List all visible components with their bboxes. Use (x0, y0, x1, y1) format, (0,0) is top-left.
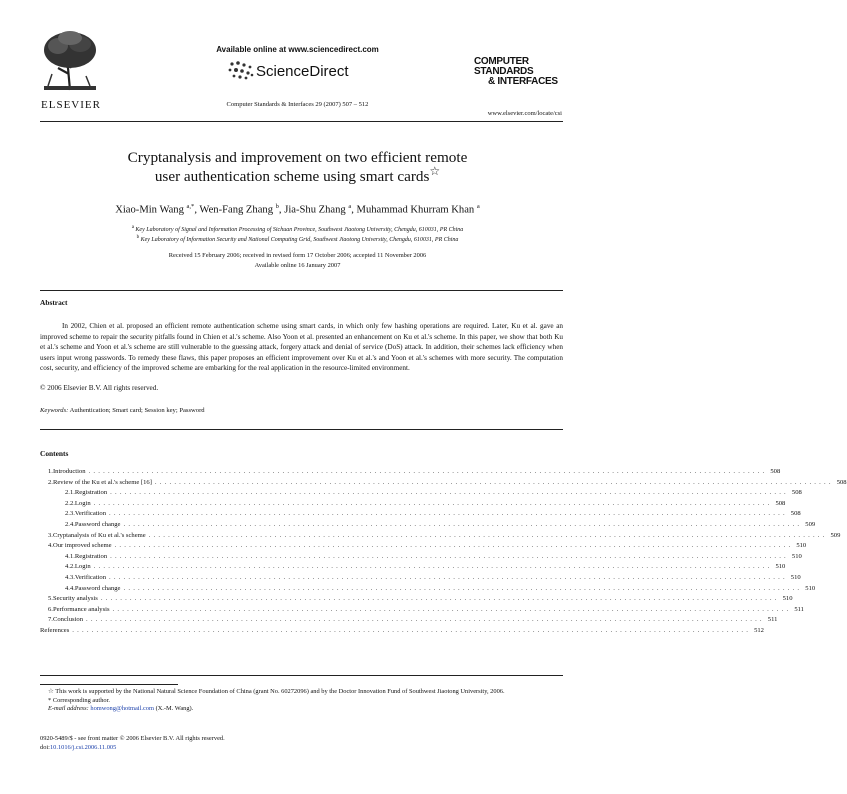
toc-number: 4. (48, 542, 53, 550)
toc-number: 2. (48, 478, 53, 486)
toc-title[interactable]: Password change (74, 584, 121, 592)
toc-leader-dots: ............................................................................................................................................ (93, 563, 773, 571)
author-separator: , (278, 204, 285, 216)
author-separator: , (351, 204, 357, 216)
email-label: E-mail address: (48, 705, 89, 713)
affiliation-text: Key Laboratory of Information Security and National Computing Grid, Southwest Jiaotong University, Chengdu, 610031, PR China (140, 237, 459, 243)
sciencedirect-brand: ScienceDirect (256, 63, 349, 80)
toc-entry[interactable] (40, 552, 802, 564)
toc-title[interactable]: Security analysis (52, 595, 98, 603)
toc-leader-dots: ............................................................................................................................................ (148, 531, 828, 539)
toc-page-number: 508 (775, 499, 786, 507)
author-affiliation-sup[interactable]: a (476, 203, 480, 210)
author-separator: , (194, 204, 200, 216)
toc-entry[interactable] (40, 595, 793, 606)
keywords (40, 407, 205, 414)
toc-number: 3. (48, 531, 53, 539)
contents-bottom-rule (40, 675, 563, 676)
bottom-info (40, 735, 225, 752)
affiliation-a (0, 225, 595, 233)
author-affiliation-sup[interactable]: b (275, 203, 279, 210)
sciencedirect-dots-icon (222, 58, 258, 82)
toc-number: 4.2. (65, 563, 75, 571)
toc-leader-dots: ............................................................................................................................................ (100, 595, 780, 603)
author-name: Wen-Fang Zhang (199, 204, 273, 216)
abstract-heading: Abstract (40, 298, 68, 307)
toc-leader-dots: ............................................................................................................................................ (112, 605, 792, 613)
corresponding-text: Corresponding author. (52, 696, 110, 704)
toc-leader-dots: ............................................................................................................................................ (154, 478, 834, 486)
toc-entry[interactable] (40, 573, 801, 585)
funding-footnote (40, 688, 563, 697)
toc-entry[interactable] (40, 542, 807, 553)
toc-entry[interactable] (40, 520, 816, 532)
keywords-label: Keywords: (40, 407, 69, 414)
toc-entry[interactable] (40, 489, 802, 500)
toc-title[interactable]: Conclusion (52, 616, 83, 624)
toc-number: 4.4. (65, 584, 75, 592)
toc-leader-dots: ............................................................................................................................................ (110, 489, 789, 497)
toc-title[interactable]: Password change (74, 520, 121, 528)
toc-page-number: 512 (754, 626, 764, 634)
corresponding-footnote (40, 697, 563, 706)
toc-title[interactable]: Our improved scheme (52, 542, 112, 550)
toc-page-number: 510 (782, 595, 793, 603)
toc-page-number: 511 (767, 616, 778, 624)
footnote-asterisk: * (48, 696, 52, 704)
available-online-date: Available online 16 January 2007 (254, 262, 341, 269)
toc-number: 2.4. (65, 520, 75, 528)
toc-number: 7. (48, 616, 53, 624)
toc-entry[interactable] (40, 531, 841, 543)
journal-logo-line2: & INTERFACES (488, 76, 558, 87)
toc-title[interactable]: Review of the Ku et al.'s scheme [16] (52, 478, 152, 486)
copyright-notice: © 2006 Elsevier B.V. All rights reserved. (40, 384, 159, 392)
footnote-rule (40, 684, 178, 685)
toc-leader-dots: ............................................................................................................................................ (110, 552, 789, 560)
author-affiliation-sup[interactable]: a (348, 203, 352, 210)
keywords-list: Authentication; Smart card; Session key; Password (69, 407, 205, 414)
footnote-star: ☆ (48, 688, 54, 695)
journal-website[interactable]: www.elsevier.com/locate/csi (487, 110, 562, 117)
header-rule (40, 121, 563, 122)
toc-number: 2.1. (65, 489, 75, 497)
email-link[interactable]: homwong@hotmail.com (90, 705, 154, 713)
toc-leader-dots: ............................................................................................................................................ (86, 616, 765, 624)
contents-heading: Contents (40, 449, 69, 458)
title-line-1: Cryptanalysis and improvement on two efficient remote (127, 149, 468, 166)
abstract-top-rule (40, 290, 563, 291)
email-suffix: (X.-M. Wang). (155, 705, 194, 713)
toc-title[interactable]: Login (74, 563, 91, 571)
author-list (0, 203, 595, 216)
affiliation-b (0, 235, 595, 243)
toc-page-number: 509 (805, 520, 816, 528)
toc-entry[interactable] (40, 616, 778, 627)
author-name: Jia-Shu Zhang (284, 204, 346, 216)
toc-entry[interactable] (40, 626, 764, 638)
toc-entry[interactable] (40, 510, 801, 521)
title-line-2-text: user authentication scheme using smart cards (154, 168, 430, 185)
toc-leader-dots: ............................................................................................................................................ (109, 573, 788, 581)
toc-page-number: 510 (790, 573, 801, 581)
author-name: Xiao-Min Wang (115, 204, 184, 216)
received-dates: Received 15 February 2006; received in revised form 17 October 2006; accepted 11 November 2006 (168, 252, 427, 259)
toc-leader-dots: ............................................................................................................................................ (93, 499, 773, 507)
toc-entry[interactable] (40, 584, 816, 596)
toc-leader-dots: ............................................................................................................................................ (109, 510, 788, 518)
toc-leader-dots: ............................................................................................................................................ (72, 626, 752, 634)
toc-page-number: 510 (805, 584, 816, 592)
toc-page-number: 510 (775, 563, 786, 571)
contents-top-rule (40, 429, 563, 430)
toc-entry[interactable] (40, 478, 847, 490)
toc-number: 2.3. (65, 510, 75, 518)
toc-entry[interactable] (40, 605, 804, 617)
toc-title[interactable]: References (40, 626, 70, 634)
toc-number: 6. (48, 605, 53, 613)
toc-page-number: 508 (791, 489, 802, 497)
toc-page-number: 510 (791, 552, 802, 560)
author-name: Muhammad Khurram Khan (356, 204, 475, 216)
toc-entry[interactable] (40, 468, 781, 479)
affiliation-sup: a (131, 225, 134, 230)
toc-number: 1. (48, 468, 53, 475)
toc-title[interactable]: Introduction (52, 468, 86, 475)
toc-page-number: 508 (790, 510, 801, 518)
toc-title[interactable]: Registration (74, 489, 108, 497)
toc-leader-dots: ............................................................................................................................................ (123, 584, 803, 592)
doi-label: doi: (40, 743, 50, 751)
toc-title[interactable]: Verification (74, 573, 107, 581)
abstract-text: In 2002, Chien et al. proposed an efficient remote authentication scheme using smart cards, in which only few hashing operations are required. Later, Ku et al. gave an improved scheme to repair the security pitfalls found in Chien et al.'s scheme. Also Yoon et al. presented an enhancement on Ku et al.'s scheme. In this paper, we show that both Ku et al.'s scheme and Yoon et al.'s scheme are still vulnerable to the guessing attack, forgery attack and denial of service (DoS) attack. In addition, their schemes lack efficiency when users input wrong passwords. To remedy these flaws, this paper proposes an efficient improvement over Ku et al.'s and Yoon et al.'s schemes with more security. The computation cost, security, and efficiency of the improved scheme are embarking for the real application in the resource-limited environment. (40, 322, 563, 373)
funding-text: This work is supported by the National Natural Science Foundation of China (grant No. 60272096) and by the Doctor Innovation Fund of Southwest Jiaotong University, 2006. (55, 688, 505, 695)
email-footnote (40, 705, 563, 714)
toc-number: 4.3. (65, 573, 75, 581)
toc-page-number: 508 (836, 478, 847, 486)
toc-number: 2.2. (65, 499, 75, 507)
affiliation-sup: b (136, 235, 140, 240)
toc-title[interactable]: Login (74, 499, 91, 507)
journal-reference: Computer Standards & Interfaces 29 (2007) 507 – 512 (226, 101, 369, 108)
doi-link[interactable]: 10.1016/j.csi.2006.11.005 (49, 743, 117, 751)
footnotes (40, 688, 563, 714)
toc-entry[interactable] (40, 499, 786, 511)
journal-logo-line1: COMPUTER STANDARDS (474, 56, 534, 77)
elsevier-logo (40, 28, 102, 111)
title-footnote-star[interactable]: ☆ (429, 163, 441, 178)
toc-page-number: 508 (770, 468, 781, 475)
toc-page-number: 510 (796, 542, 807, 550)
toc-number: 4.1. (65, 552, 75, 560)
issn-line: 0920-5489/$ - see front matter © 2006 Elsevier B.V. All rights reserved. (40, 735, 225, 742)
available-online-text: Available online at www.sciencedirect.com (216, 45, 379, 54)
toc-leader-dots: ............................................................................................................................................ (114, 542, 794, 550)
publisher-name: ELSEVIER (41, 99, 101, 111)
toc-leader-dots: ............................................................................................................................................ (123, 520, 803, 528)
doi-line (40, 744, 225, 753)
sciencedirect-logo (222, 58, 392, 84)
toc-title[interactable]: Verification (74, 510, 107, 518)
affiliation-text: Key Laboratory of Signal and Information Processing of Sichuan Province, Southwest Jiaotong University, Chengdu, 610031, PR China (135, 227, 464, 233)
toc-title[interactable]: Cryptanalysis of Ku et al.'s scheme (52, 531, 146, 539)
toc-leader-dots: ............................................................................................................................................ (88, 468, 768, 475)
table-of-contents (40, 468, 847, 638)
toc-title[interactable]: Performance analysis (52, 605, 110, 613)
toc-entry[interactable] (40, 563, 786, 574)
title-line-2 (0, 163, 595, 186)
toc-page-number: 509 (830, 531, 841, 539)
author-affiliation-sup[interactable]: a,* (186, 203, 195, 210)
toc-title[interactable]: Registration (74, 552, 108, 560)
toc-number: 5. (48, 595, 53, 603)
journal-logo (474, 57, 566, 87)
elsevier-tree-icon (40, 28, 100, 92)
article-title (0, 148, 595, 186)
toc-page-number: 511 (794, 605, 804, 613)
